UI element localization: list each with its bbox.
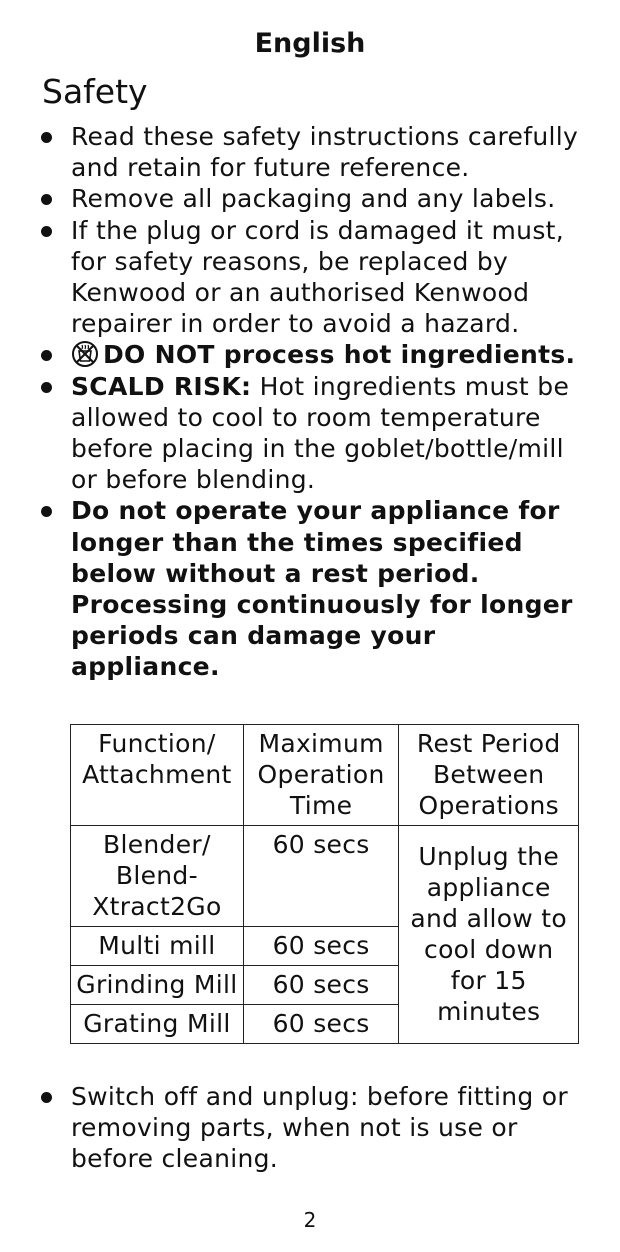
bullet-text: Remove all packaging and any labels. [71,184,556,214]
table-header: Rest Period Between Operations [399,725,579,826]
bullet-dot [41,226,52,237]
page-number: 2 [303,1208,317,1232]
bullet-text: Switch off and unplug: before fitting or removing parts, when not is use or before cleaning. [71,1082,568,1174]
table-cell-time: 60 secs [243,966,399,1005]
bullet-dot [41,506,52,517]
bullet-dot [41,1092,52,1103]
table-cell-time: 60 secs [243,1005,399,1044]
bullet-no-hot-ingredients [0,339,620,370]
bullet-scald-risk [0,371,620,496]
bullet-read-instructions [0,121,620,183]
bullet-text: DO NOT process hot ingredients. [103,340,576,370]
bullet-operation-limit [0,495,620,682]
bullet-dot [41,350,52,361]
table-header: Maximum Operation Time [243,725,399,826]
table-cell-rest-period: Unplug the appliance and allow to cool down for 15 minutes [399,826,579,1044]
table-cell-function: Blender/ Blend-Xtract2Go [71,826,244,927]
bullet-text: Hot ingredients must be allowed to cool to room temperature before placing in the goblet/bottle/mill or before blending. [71,371,570,495]
section-title: Safety [42,72,148,111]
table-cell-function: Grating Mill [71,1005,244,1044]
operation-times-table [70,724,579,1044]
table-row [71,826,579,927]
table-cell-time: 60 secs [243,826,399,927]
bullet-dot [41,194,52,205]
table-cell-function: Grinding Mill [71,966,244,1005]
scald-risk-label: SCALD RISK: [71,371,252,401]
bullet-remove-packaging [0,183,620,214]
bullet-text: If the plug or cord is damaged it must, for safety reasons, be replaced by Kenwood or an authorised Kenwood repairer in order to avoid a hazard. [71,215,564,339]
bullet-switch-off [0,1081,620,1175]
table-header-row [71,725,579,826]
table-cell-function: Multi mill [71,927,244,966]
language-heading: English [254,28,366,59]
bullet-text: Read these safety instructions carefully and retain for future reference. [71,122,579,183]
no-hot-ingredients-icon [71,340,99,368]
bullet-dot [41,132,52,143]
bullet-dot [41,382,52,393]
bullet-damaged-cord [0,215,620,340]
table-header: Function/ Attachment [71,725,244,826]
table-cell-time: 60 secs [243,927,399,966]
safety-bullet-list [0,121,620,683]
bullet-text: Do not operate your appliance for longer than the times specified below without a rest period. Processing continuously for longer periods can damage your appliance. [71,496,573,682]
bullet-switch-off-item [0,1081,620,1175]
